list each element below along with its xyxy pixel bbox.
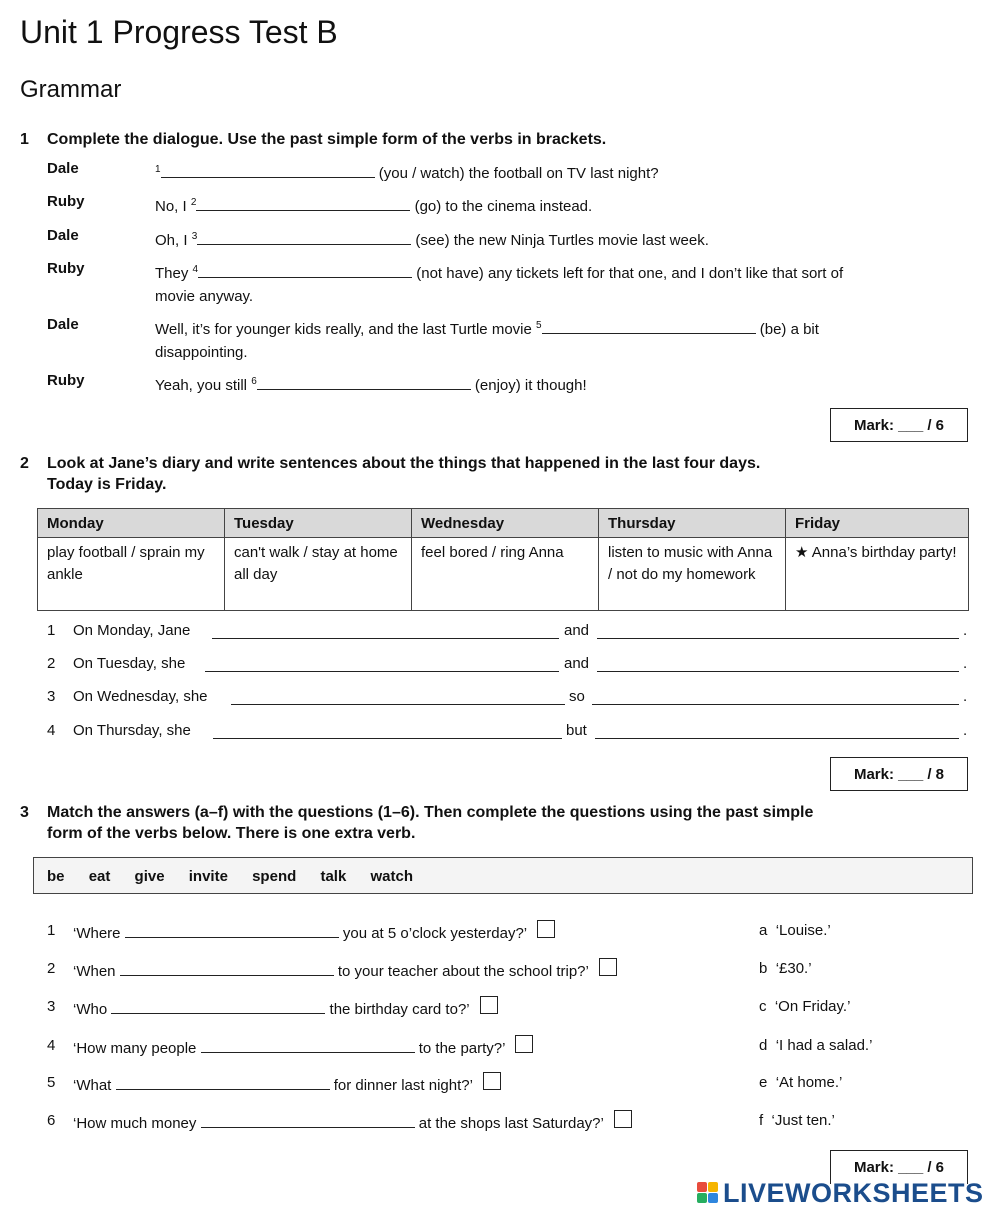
sentence-number: 2	[47, 655, 56, 672]
answer-text: ‘At home.’	[775, 1074, 843, 1091]
sentence-lead: On Tuesday, she	[73, 655, 186, 672]
answer-option	[759, 922, 831, 939]
line-cont: disappointing.	[155, 344, 248, 361]
verb-box	[33, 857, 973, 894]
dialogue-line	[155, 158, 915, 185]
sentence-lead: On Wednesday, she	[73, 688, 208, 705]
verb: be	[47, 868, 65, 885]
diary-header: Thursday	[599, 509, 786, 538]
verb: invite	[188, 868, 228, 885]
line-pre: They	[155, 265, 193, 282]
line-cont: movie anyway.	[155, 288, 254, 305]
speaker-name: Ruby	[47, 193, 85, 210]
answer-option	[759, 1074, 842, 1091]
answer-blank[interactable]	[597, 671, 959, 672]
dialogue-line	[155, 191, 915, 218]
question-number: 1	[47, 922, 56, 939]
line-number: 4	[192, 264, 199, 275]
dialogue-line	[155, 225, 915, 252]
answer-blank[interactable]	[212, 638, 559, 639]
q2-mark-box: Mark: ___ / 8	[830, 757, 968, 791]
liveworksheets-logo	[697, 1178, 984, 1209]
verb: talk	[320, 868, 347, 885]
sentence-conjunction: and	[564, 655, 590, 672]
dialogue-line	[155, 258, 915, 308]
match-checkbox[interactable]	[515, 1035, 533, 1053]
question-pre: ‘How many people	[73, 1040, 197, 1057]
question-post: the birthday card to?’	[329, 1001, 470, 1018]
match-checkbox[interactable]	[537, 920, 555, 938]
diary-cell: feel bored / ring Anna	[412, 538, 599, 611]
sentence-number: 3	[47, 688, 56, 705]
dialogue-line	[155, 314, 915, 364]
question-text	[73, 922, 555, 943]
question-pre: ‘Who	[73, 1001, 108, 1018]
question-pre: ‘What	[73, 1077, 112, 1094]
question-pre: ‘Where	[73, 925, 121, 942]
q1-number: 1	[20, 131, 29, 148]
speaker-name: Ruby	[47, 260, 85, 277]
diary-header: Monday	[38, 509, 225, 538]
diary-header: Wednesday	[412, 509, 599, 538]
sentence-conjunction: but	[566, 722, 587, 739]
question-text	[73, 960, 617, 981]
line-number: 2	[190, 197, 197, 208]
sentence-number: 4	[47, 722, 56, 739]
question-number: 5	[47, 1074, 56, 1091]
diary-header: Friday	[786, 509, 969, 538]
question-text	[73, 998, 498, 1019]
answer-blank[interactable]	[542, 318, 756, 334]
question-text	[73, 1112, 632, 1133]
answer-blank[interactable]	[257, 374, 471, 390]
question-text	[73, 1074, 501, 1095]
line-number: 5	[536, 320, 542, 331]
liveworksheets-logo-icon	[697, 1182, 719, 1204]
question-post: for dinner last night?’	[333, 1077, 473, 1094]
answer-text: ‘Louise.’	[775, 922, 831, 939]
answer-letter: b	[759, 960, 768, 977]
answer-blank[interactable]	[231, 704, 565, 705]
line-number: 3	[191, 231, 198, 242]
answer-blank[interactable]	[201, 1112, 415, 1128]
question-post: to the party?’	[418, 1040, 506, 1057]
answer-text: ‘Just ten.’	[771, 1112, 835, 1129]
line-number: 1	[155, 164, 161, 175]
verb: spend	[252, 868, 297, 885]
line-post: (be) a bit	[755, 321, 819, 338]
question-pre: ‘How much money	[73, 1115, 197, 1132]
line-number: 6	[251, 376, 257, 387]
answer-letter: d	[759, 1037, 768, 1054]
section-title: Grammar	[20, 76, 122, 103]
line-post: (not have) any tickets left for that one, and I don’t like that sort of	[412, 265, 844, 282]
answer-option	[759, 1037, 872, 1054]
q1-mark-box: Mark: ___ / 6	[830, 408, 968, 442]
question-post: to your teacher about the school trip?’	[337, 963, 589, 980]
diary-table	[37, 508, 969, 611]
answer-letter: e	[759, 1074, 768, 1091]
answer-blank[interactable]	[111, 998, 325, 1014]
speaker-name: Ruby	[47, 372, 85, 389]
sentence-conjunction: and	[564, 622, 590, 639]
answer-letter: f	[759, 1112, 764, 1129]
answer-blank[interactable]	[197, 229, 411, 245]
answer-letter: a	[759, 922, 768, 939]
answer-blank[interactable]	[198, 262, 412, 278]
q2-instruction: Look at Jane’s diary and write sentences about the things that happened in the last four days. Today is Friday.	[47, 455, 761, 493]
answer-blank[interactable]	[205, 671, 559, 672]
line-post: (go) to the cinema instead.	[410, 198, 593, 215]
answer-blank[interactable]	[595, 738, 959, 739]
answer-blank[interactable]	[120, 960, 334, 976]
match-checkbox[interactable]	[483, 1072, 501, 1090]
answer-option	[759, 960, 812, 977]
line-post: (you / watch) the football on TV last night?	[374, 165, 659, 182]
question-post: at the shops last Saturday?’	[418, 1115, 604, 1132]
diary-header: Tuesday	[225, 509, 412, 538]
match-checkbox[interactable]	[614, 1110, 632, 1128]
question-text	[73, 1037, 533, 1058]
verb: watch	[370, 868, 413, 885]
answer-blank[interactable]	[125, 922, 339, 938]
sentence-end: .	[963, 688, 968, 705]
question-number: 3	[47, 998, 56, 1015]
diary-cell: listen to music with Anna / not do my homework	[599, 538, 786, 611]
line-post: (enjoy) it though!	[470, 377, 587, 394]
sentence-lead: On Monday, Jane	[73, 622, 191, 639]
q3-number: 3	[20, 804, 29, 821]
sentence-end: .	[963, 622, 968, 639]
diary-cell: can't walk / stay at home all day	[225, 538, 412, 611]
q3-instruction: Match the answers (a–f) with the questions (1–6). Then complete the questions using the past simple form of the verbs below. There is one extra verb.	[47, 804, 814, 842]
logo-text: LIVEWORKSHEETS	[723, 1178, 984, 1208]
verb: give	[134, 868, 165, 885]
answer-text: ‘£30.’	[775, 960, 812, 977]
answer-option	[759, 1112, 835, 1129]
match-checkbox[interactable]	[480, 996, 498, 1014]
line-pre: Oh, I	[155, 232, 192, 249]
verb: eat	[88, 868, 111, 885]
match-checkbox[interactable]	[599, 958, 617, 976]
answer-option	[759, 998, 850, 1015]
dialogue-line	[155, 370, 915, 397]
question-number: 4	[47, 1037, 56, 1054]
answer-blank[interactable]	[161, 162, 375, 178]
page-title: Unit 1 Progress Test B	[20, 14, 338, 50]
line-post: (see) the new Ninja Turtles movie last week.	[411, 232, 709, 249]
sentence-row	[47, 622, 972, 642]
sentence-end: .	[963, 655, 968, 672]
diary-cell: ★ Anna’s birthday party!	[786, 538, 969, 611]
answer-letter: c	[759, 998, 767, 1015]
q2-number: 2	[20, 455, 29, 472]
speaker-name: Dale	[47, 316, 79, 333]
sentence-row	[47, 655, 972, 675]
answer-blank[interactable]	[116, 1074, 330, 1090]
sentence-row	[47, 722, 972, 742]
question-number: 2	[47, 960, 56, 977]
answer-text: ‘On Friday.’	[774, 998, 851, 1015]
answer-text: ‘I had a salad.’	[775, 1037, 873, 1054]
answer-blank[interactable]	[597, 638, 959, 639]
sentence-number: 1	[47, 622, 56, 639]
line-pre: Yeah, you still	[155, 377, 252, 394]
sentence-conjunction: so	[569, 688, 585, 705]
speaker-name: Dale	[47, 227, 79, 244]
sentence-lead: On Thursday, she	[73, 722, 191, 739]
answer-blank[interactable]	[196, 195, 410, 211]
sentence-row	[47, 688, 972, 708]
q1-instruction: Complete the dialogue. Use the past simple form of the verbs in brackets.	[47, 131, 607, 148]
question-post: you at 5 o’clock yesterday?’	[342, 925, 528, 942]
line-pre: No, I	[155, 198, 191, 215]
answer-blank[interactable]	[592, 704, 959, 705]
sentence-end: .	[963, 722, 968, 739]
answer-blank[interactable]	[213, 738, 562, 739]
line-pre: Well, it’s for younger kids really, and the last Turtle movie	[155, 321, 536, 338]
q3-mark-box: Mark: ___ / 6	[830, 1150, 968, 1184]
answer-blank[interactable]	[201, 1037, 415, 1053]
speaker-name: Dale	[47, 160, 79, 177]
question-number: 6	[47, 1112, 56, 1129]
question-pre: ‘When	[73, 963, 116, 980]
diary-cell: play football / sprain my ankle	[38, 538, 225, 611]
